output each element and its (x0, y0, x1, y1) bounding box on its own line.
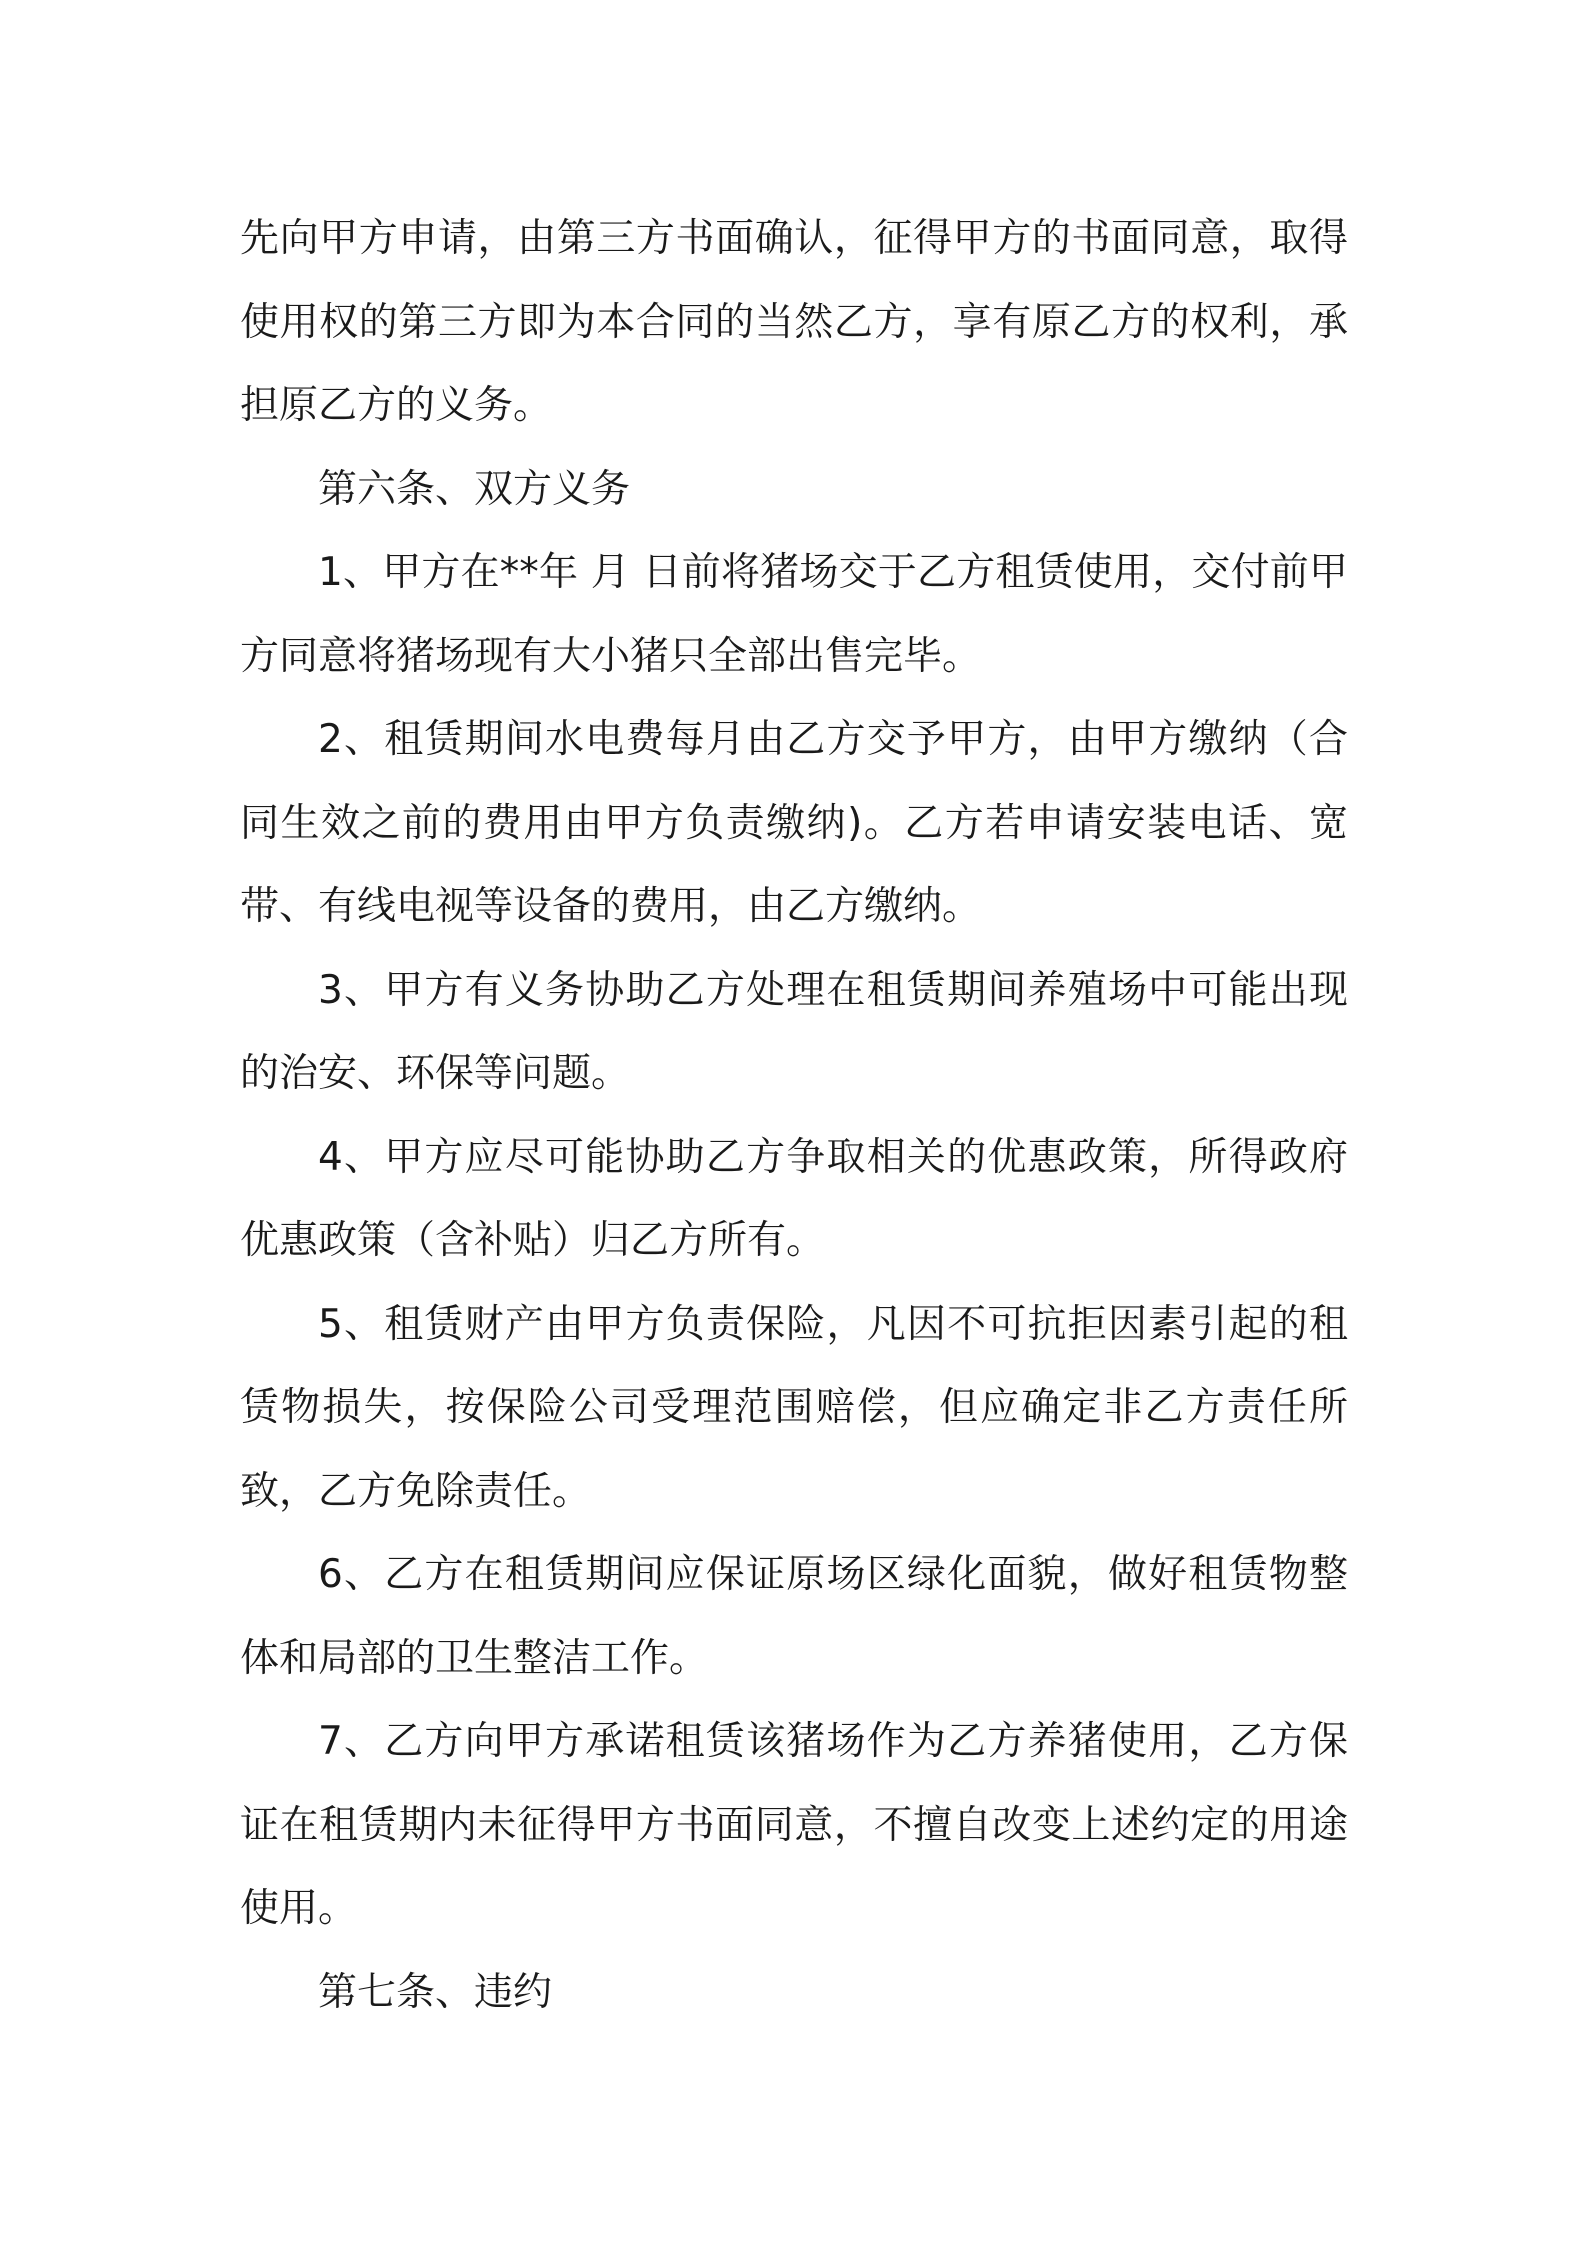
paragraph-continuation: 先向甲方申请，由第三方书面确认，征得甲方的书面同意，取得使用权的第三方即为本合同的当然乙方，享有原乙方的权利，承担原乙方的义务。 (240, 216, 1348, 428)
clause-5: 5、租赁财产由甲方负责保险，凡因不可抗拒因素引起的租赁物损失，按保险公司受理范围赔偿，但应确定非乙方责任所致，乙方免除责任。 (240, 1301, 1348, 1514)
clause-7: 7、乙方向甲方承诺租赁该猪场作为乙方养猪使用，乙方保证在租赁期内未征得甲方书面同意，不擅自改变上述约定的用途使用。 (240, 1719, 1348, 1931)
clause-4: 4、甲方应尽可能协助乙方争取相关的优惠政策，所得政府优惠政策（含补贴）归乙方所有。 (240, 1134, 1348, 1263)
document-body (240, 197, 1348, 2034)
section-heading-article-6: 第六条、双方义务 (318, 466, 631, 512)
clause-6: 6、乙方在租赁期间应保证原场区绿化面貌，做好租赁物整体和局部的卫生整洁工作。 (240, 1552, 1348, 1681)
section-heading-article-7: 第七条、违约 (318, 1969, 553, 2015)
clause-3: 3、甲方有义务协助乙方处理在租赁期间养殖场中可能出现的治安、环保等问题。 (240, 967, 1348, 1096)
clause-1: 1、甲方在**年 月 日前将猪场交于乙方租赁使用，交付前甲方同意将猪场现有大小猪只全部出售完毕。 (240, 550, 1348, 679)
clause-2: 2、租赁期间水电费每月由乙方交予甲方，由甲方缴纳（合同生效之前的费用由甲方负责缴纳)。乙方若申请安装电话、宽带、有线电视等设备的费用，由乙方缴纳。 (240, 717, 1348, 929)
